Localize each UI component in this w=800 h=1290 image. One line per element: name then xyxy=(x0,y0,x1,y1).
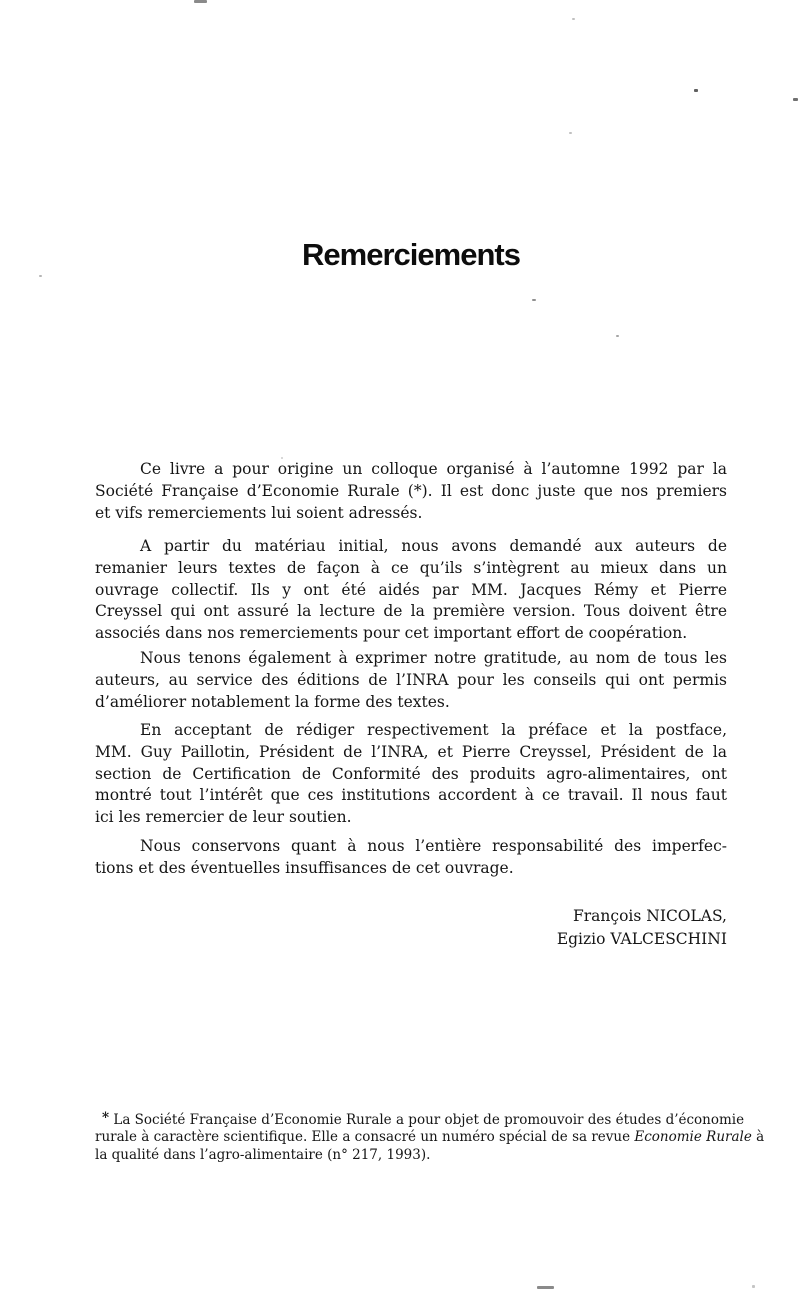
text-line: ouvrage collectif. Ils y ont été aidés par MM. Jacques Rémy et Pierre xyxy=(95,580,727,599)
scan-speck xyxy=(616,335,619,337)
text-line: remanier leurs textes de façon à ce qu’ils s’intègrent au mieux dans un xyxy=(95,558,727,577)
scan-speck xyxy=(39,275,42,277)
scan-mark-top-dash xyxy=(194,0,207,3)
footnote-line xyxy=(95,1129,765,1146)
footnote-journal-title: Economie Rurale xyxy=(634,1129,752,1146)
footnote xyxy=(95,1110,765,1164)
text-line: ici les remercier de leur soutien. xyxy=(95,808,352,827)
scan-speck xyxy=(572,18,575,20)
signature-block xyxy=(95,905,727,950)
paragraph-5 xyxy=(95,836,727,880)
signature-author-2: Egizio VALCESCHINI xyxy=(556,929,727,948)
text-line: associés dans nos remerciements pour cet important effort de coopération. xyxy=(95,624,688,643)
text-line: Nous tenons également à exprimer notre gratitude, au nom de tous les xyxy=(140,649,727,667)
text-line: montré tout l’intérêt que ces institutions accordent à ce travail. Il nous faut xyxy=(95,786,727,805)
text-line: Nous conservons quant à nous l’entière responsabilité des imperfec- xyxy=(140,837,727,855)
paragraph-4 xyxy=(95,720,727,829)
scan-speck xyxy=(694,89,698,92)
footnote-text: à xyxy=(751,1129,765,1146)
scan-mark-bottom-dash xyxy=(537,1286,554,1289)
footnote-line xyxy=(95,1110,745,1129)
text-line: Creyssel qui ont assuré la lecture de la première version. Tous doivent être xyxy=(95,602,727,621)
page-title: Remerciements xyxy=(302,237,520,272)
text-line: MM. Guy Paillotin, Président de l’INRA, et Pierre Creyssel, Président de la xyxy=(95,742,727,761)
footnote-asterisk: * xyxy=(102,1110,110,1126)
footnote-text: La Société Française d’Economie Rurale a pour objet de promouvoir des études d’économie xyxy=(109,1112,745,1128)
scan-speck xyxy=(752,1285,755,1288)
text-line: A partir du matériau initial, nous avons demandé aux auteurs de xyxy=(140,537,727,555)
paragraph-3 xyxy=(95,648,727,713)
scan-speck xyxy=(569,132,572,134)
signature-author-1: François NICOLAS, xyxy=(573,907,727,925)
footnote-text: rurale à caractère scientifique. Elle a consacré un numéro spécial de sa revue xyxy=(95,1129,635,1146)
text-line: En acceptant de rédiger respectivement la préface et la postface, xyxy=(140,721,727,739)
scan-speck xyxy=(793,98,798,101)
text-line: section de Certification de Conformité des produits agro-alimentaires, ont xyxy=(95,764,727,783)
scan-speck xyxy=(532,299,536,301)
paragraph-1 xyxy=(95,459,727,524)
footnote-line: la qualité dans l’agro-alimentaire (n° 217, 1993). xyxy=(95,1146,431,1163)
text-line: tions et des éventuelles insuffisances de cet ouvrage. xyxy=(95,858,514,877)
text-line: Société Française d’Economie Rurale (*). Il est donc juste que nos premiers xyxy=(95,481,727,500)
text-line: auteurs, au service des éditions de l’INRA pour les conseils qui ont permis xyxy=(95,670,727,689)
text-line: Ce livre a pour origine un colloque organisé à l’automne 1992 par la xyxy=(140,460,727,478)
text-line: et vifs remerciements lui soient adressés. xyxy=(95,503,423,522)
text-line: d’améliorer notablement la forme des textes. xyxy=(95,692,450,711)
paragraph-2 xyxy=(95,536,727,645)
